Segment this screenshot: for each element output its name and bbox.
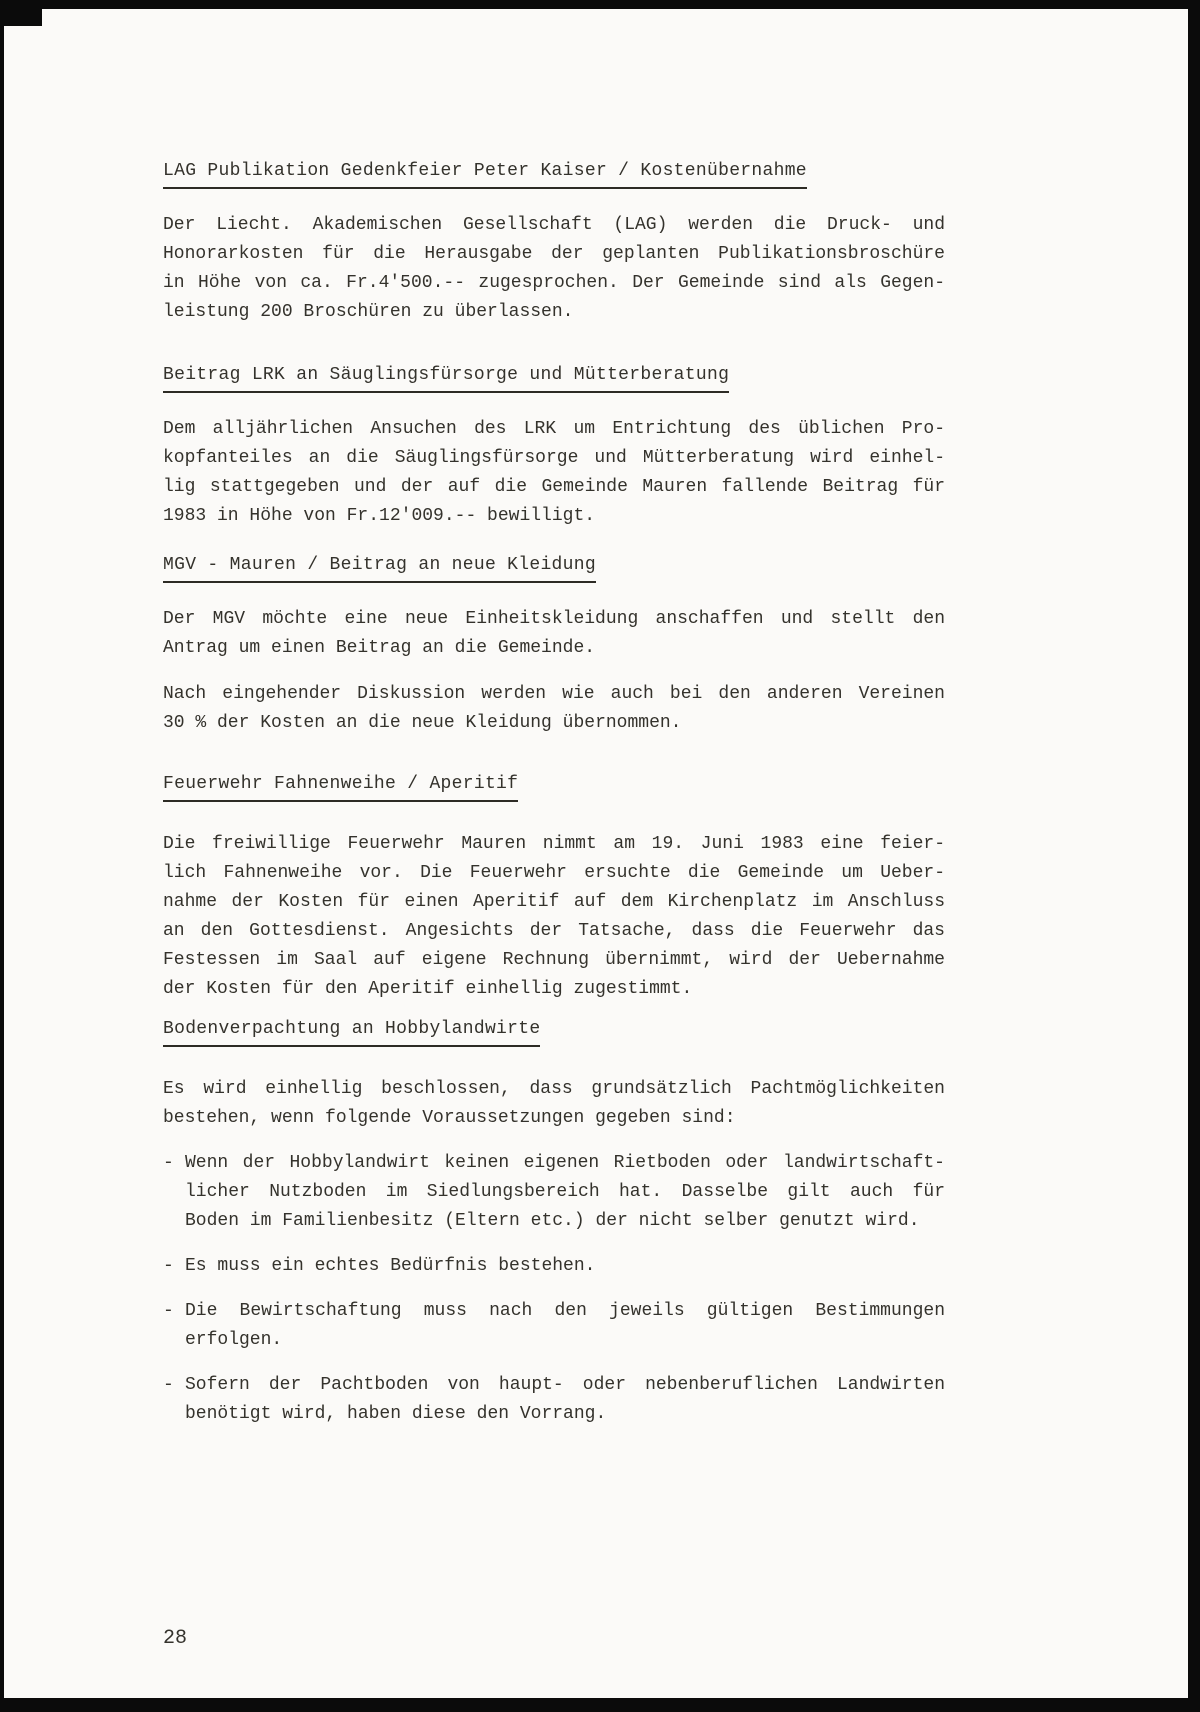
paragraph-line: der Kosten für den Aperitif einhellig zugestimmt. [163, 979, 693, 999]
bullet-item [163, 1297, 945, 1355]
bullet-marker: - [163, 1375, 174, 1395]
paragraph-line: Es wird einhellig beschlossen, dass grundsätzlich Pachtmöglichkeiten [163, 1079, 945, 1099]
bullet-line: erfolgen. [185, 1330, 283, 1350]
section-feuerwehr-fahnenweihe [163, 771, 945, 1004]
bullet-line: Es muss ein echtes Bedürfnis bestehen. [185, 1256, 596, 1276]
scan-edge-right [1188, 0, 1200, 1712]
paragraph [163, 1075, 945, 1133]
bullet-marker: - [163, 1153, 174, 1173]
section-mgv-mauren [163, 552, 945, 738]
section-heading: LAG Publikation Gedenkfeier Peter Kaiser / Kostenübernahme [163, 158, 807, 189]
paragraph [163, 605, 945, 663]
bullet-item [163, 1371, 945, 1429]
section-beitrag-lrk [163, 362, 945, 531]
bullet-line: Boden im Familienbesitz (Eltern etc.) der nicht selber genutzt wird. [185, 1211, 920, 1231]
scan-edge-left [0, 0, 4, 1712]
bullet-list [163, 1149, 945, 1429]
section-heading: Bodenverpachtung an Hobbylandwirte [163, 1016, 540, 1047]
paragraph-line: lich Fahnenweihe vor. Die Feuerwehr ersuchte die Gemeinde um Ueber- [163, 863, 945, 883]
paragraph-line: Nach eingehender Diskussion werden wie auch bei den anderen Vereinen [163, 684, 945, 704]
scan-edge-top [0, 0, 1200, 9]
section-heading: MGV - Mauren / Beitrag an neue Kleidung [163, 552, 596, 583]
bullet-item [163, 1149, 945, 1236]
scan-edge-bottom [0, 1698, 1200, 1712]
bullet-line: Wenn der Hobbylandwirt keinen eigenen Rietboden oder landwirtschaft- [185, 1153, 945, 1173]
paragraph-line: Honorarkosten für die Herausgabe der geplanten Publikationsbroschüre [163, 244, 945, 264]
paragraph-line: Der MGV möchte eine neue Einheitskleidung anschaffen und stellt den [163, 609, 945, 629]
section-bodenverpachtung [163, 1016, 945, 1429]
paragraph-line: leistung 200 Broschüren zu überlassen. [163, 302, 574, 322]
paragraph-line: 30 % der Kosten an die neue Kleidung übernommen. [163, 713, 682, 733]
paragraph-line: an den Gottesdienst. Angesichts der Tatsache, dass die Feuerwehr das [163, 921, 945, 941]
paragraph [163, 211, 945, 327]
bullet-line: benötigt wird, haben diese den Vorrang. [185, 1404, 607, 1424]
paragraph-line: Festessen im Saal auf eigene Rechnung übernimmt, wird der Uebernahme [163, 950, 945, 970]
bullet-marker: - [163, 1256, 174, 1276]
section-heading: Beitrag LRK an Säuglingsfürsorge und Mütterberatung [163, 362, 729, 393]
paragraph-line: Der Liecht. Akademischen Gesellschaft (LAG) werden die Druck- und [163, 215, 945, 235]
bullet-line: Die Bewirtschaftung muss nach den jeweils gültigen Bestimmungen [185, 1301, 945, 1321]
paragraph-line: Die freiwillige Feuerwehr Mauren nimmt am 19. Juni 1983 eine feier- [163, 834, 945, 854]
paragraph [163, 680, 945, 738]
paragraph-line: Dem alljährlichen Ansuchen des LRK um Entrichtung des üblichen Pro- [163, 419, 945, 439]
paragraph-line: in Höhe von ca. Fr.4'500.-- zugesprochen. Der Gemeinde sind als Gegen- [163, 273, 945, 293]
paragraph-line: 1983 in Höhe von Fr.12'009.-- bewilligt. [163, 506, 596, 526]
bullet-marker: - [163, 1301, 174, 1321]
page-number: 28 [163, 1627, 188, 1650]
paragraph-line: bestehen, wenn folgende Voraussetzungen gegeben sind: [163, 1108, 736, 1128]
paragraph-line: Antrag um einen Beitrag an die Gemeinde. [163, 638, 596, 658]
scan-corner-mark [0, 0, 42, 26]
paragraph [163, 830, 945, 1004]
section-heading: Feuerwehr Fahnenweihe / Aperitif [163, 771, 518, 802]
bullet-item [163, 1252, 945, 1281]
paragraph [163, 415, 945, 531]
paragraph-line: kopfanteiles an die Säuglingsfürsorge und Mütterberatung wird einhel- [163, 448, 945, 468]
section-lag-publikation [163, 158, 945, 327]
bullet-line: Sofern der Pachtboden von haupt- oder nebenberuflichen Landwirten [185, 1375, 945, 1395]
paragraph-line: nahme der Kosten für einen Aperitif auf dem Kirchenplatz im Anschluss [163, 892, 945, 912]
bullet-line: licher Nutzboden im Siedlungsbereich hat. Dasselbe gilt auch für [185, 1182, 945, 1202]
paragraph-line: lig stattgegeben und der auf die Gemeinde Mauren fallende Beitrag für [163, 477, 945, 497]
